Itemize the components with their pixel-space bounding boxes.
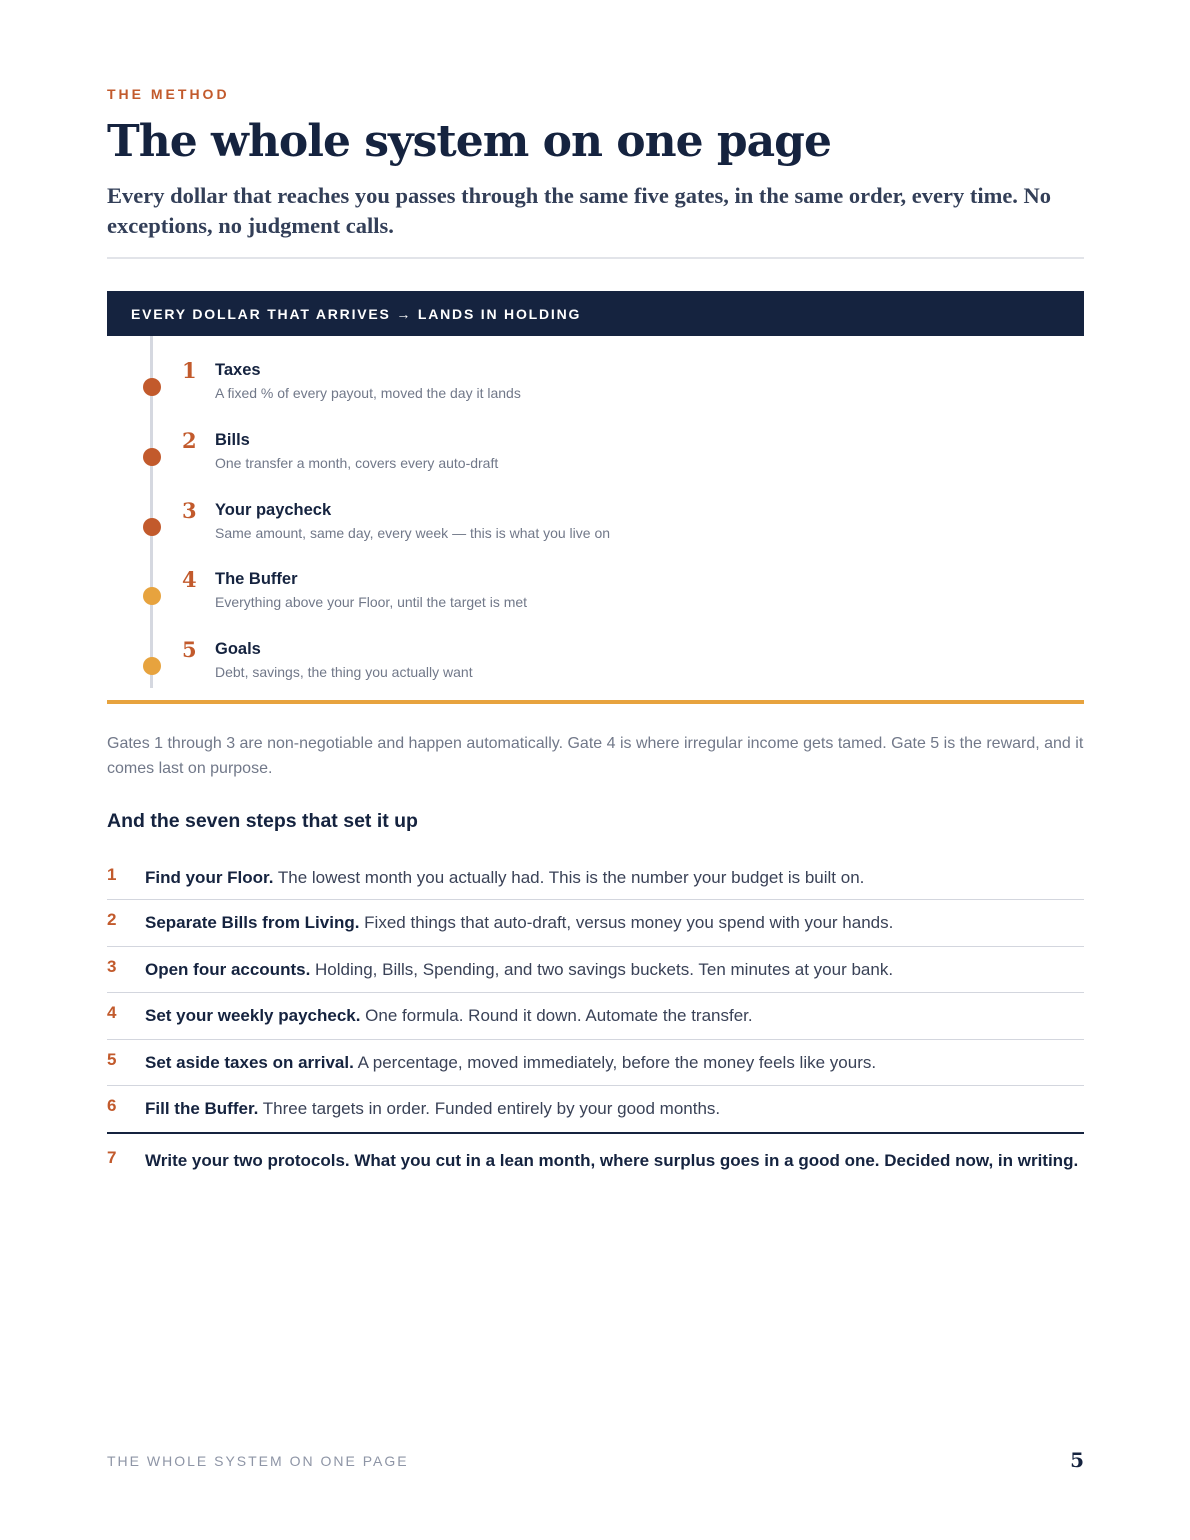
step-text: One formula. Round it down. Automate the transfer. [360,1006,753,1025]
gates-header-label: EVERY DOLLAR THAT ARRIVES → LANDS IN HOLDING [131,305,582,322]
steps-heading: And the seven steps that set it up [107,810,418,832]
divider [107,257,1084,259]
gates-header [107,291,1084,336]
step-number: 2 [107,910,117,929]
gate-title: Taxes [215,361,261,379]
gate-item [107,428,1084,495]
step-text: What you cut in a lean month, where surplus goes in a good one. Decided now, in writing. [349,1151,1079,1170]
step-row [107,993,1084,1040]
steps-list [107,854,1084,1173]
step-row [107,1132,1084,1173]
step-number: 7 [107,1148,117,1167]
step-text: Fixed things that auto-draft, versus money you spend with your hands. [359,913,894,932]
step-lead: Separate Bills from Living. [145,913,360,932]
gate-description: Same amount, same day, every week — this is what you live on [215,525,611,541]
step-lead: Set your weekly paycheck. [145,1006,361,1025]
step-lead: Write your two protocols. [145,1151,350,1170]
section-eyebrow: THE METHOD [107,86,230,102]
gate-title: The Buffer [215,570,298,588]
gate-number: 5 [182,637,197,662]
gate-dot [143,518,161,536]
step-lead: Set aside taxes on arrival. [145,1053,354,1072]
step-row [107,1086,1084,1132]
step-text: Holding, Bills, Spending, and two savings buckets. Ten minutes at your bank. [310,960,894,979]
gates-note: Gates 1 through 3 are non-negotiable and happen automatically. Gate 4 is where irregular income gets tamed. Gate 5 is the reward, and it comes last on purpose. [107,735,1084,777]
gate-item [107,498,1084,565]
gate-number: 2 [182,428,197,453]
gates-bottom-rule [107,700,1084,704]
step-number: 6 [107,1096,117,1115]
page [107,0,1084,1540]
step-number: 5 [107,1050,117,1069]
step-lead: Open four accounts. [145,960,311,979]
page-subtitle: Every dollar that reaches you passes through the same five gates, in the same order, every time. No exceptions, no judgment calls. [107,183,1052,238]
step-number: 1 [107,865,117,884]
gate-description: One transfer a month, covers every auto-draft [215,455,499,471]
step-number: 3 [107,957,117,976]
step-row [107,854,1084,900]
step-number: 4 [107,1003,117,1022]
gate-dot [143,587,161,605]
gate-number: 1 [182,358,197,383]
gate-dot [143,448,161,466]
gate-title: Bills [215,431,250,449]
step-row [107,900,1084,947]
gate-title: Your paycheck [215,501,332,519]
gate-dot [143,657,161,675]
gate-description: Everything above your Floor, until the target is met [215,594,528,610]
gate-item [107,637,1084,704]
gate-item [107,358,1084,425]
gate-dot [143,378,161,396]
gate-number: 4 [182,567,197,592]
gate-title: Goals [215,640,261,658]
step-row [107,947,1084,993]
step-lead: Find your Floor. [145,868,274,887]
gate-item [107,567,1084,634]
gate-description: Debt, savings, the thing you actually want [215,664,473,680]
step-text: Three targets in order. Funded entirely by your good months. [258,1099,721,1118]
step-text: A percentage, moved immediately, before the money feels like yours. [353,1053,877,1072]
page-title: The whole system on one page [107,116,831,167]
page-number: 5 [1070,1448,1084,1472]
step-lead: Fill the Buffer. [145,1099,259,1118]
gate-number: 3 [182,498,197,523]
step-row [107,1040,1084,1086]
gate-description: A fixed % of every payout, moved the day it lands [215,385,521,401]
footer-label: THE WHOLE SYSTEM ON ONE PAGE [107,1453,409,1469]
step-text: The lowest month you actually had. This is the number your budget is built on. [273,868,865,887]
